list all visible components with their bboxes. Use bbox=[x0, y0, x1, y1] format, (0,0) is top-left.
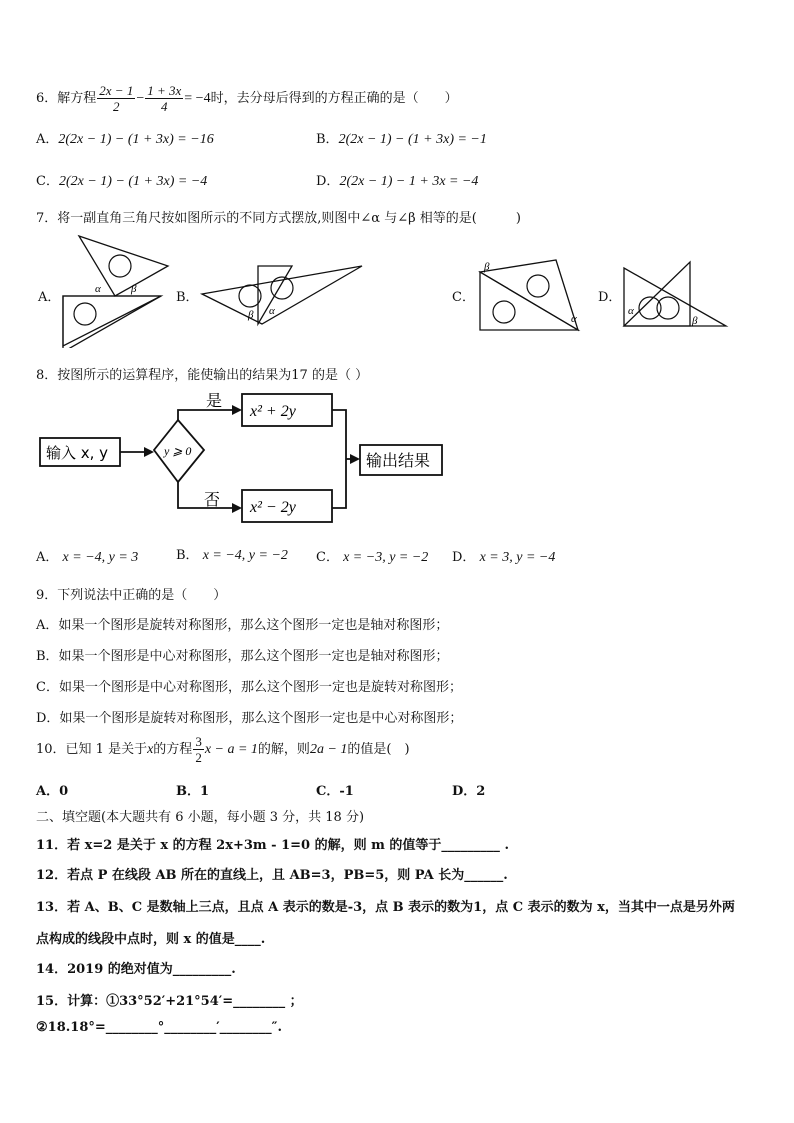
option-label: A． bbox=[36, 550, 59, 565]
q9-option-d: D．如果一个图形是旋转对称图形，那么这个图形一定也是中心对称图形； bbox=[36, 711, 463, 726]
q7-figure-b bbox=[198, 262, 368, 328]
beta-label: β bbox=[484, 261, 490, 273]
triangle-shape bbox=[63, 296, 161, 346]
alpha-label: α bbox=[269, 305, 275, 317]
q8-option-d bbox=[452, 546, 555, 566]
q6-frac2-denominator: 4 bbox=[161, 99, 168, 114]
q13-line-2: 点构成的线段中点时，则 x 的值是____. bbox=[36, 932, 266, 947]
beta-label: β bbox=[248, 309, 254, 321]
option-label: C． bbox=[36, 174, 59, 189]
section-heading: 二、填空题(本大题共有 6 小题，每小题 3 分，共 18 分) bbox=[36, 810, 365, 825]
condition-label: y ⩾ 0 bbox=[164, 444, 192, 458]
option-label: B． bbox=[316, 132, 339, 147]
q10-frac-numerator: 3 bbox=[195, 734, 202, 749]
q6-option-d bbox=[316, 170, 478, 190]
q10-fraction bbox=[193, 734, 204, 765]
q14: 14．2019 的绝对值为_________. bbox=[36, 962, 236, 977]
q8-flowchart bbox=[36, 388, 446, 528]
hole-circle bbox=[74, 303, 96, 325]
q10-stem-prefix: 10．已知 1 是关于 bbox=[36, 742, 148, 757]
q7-label-a: A． bbox=[38, 290, 61, 305]
option-text: 1 bbox=[200, 784, 210, 799]
q9-option-b: B．如果一个图形是中心对称图形，那么这个图形一定也是轴对称图形； bbox=[36, 649, 449, 664]
q6-frac1-denominator: 2 bbox=[113, 99, 120, 114]
q6-option-a bbox=[36, 128, 214, 148]
q10-equation: x − a = 1 bbox=[204, 742, 258, 757]
option-label: D． bbox=[452, 784, 477, 799]
no-label: 否 bbox=[204, 490, 221, 509]
option-label: D． bbox=[452, 550, 476, 565]
q8-option-a bbox=[36, 546, 138, 566]
q9-option-a: A．如果一个图形是旋转对称图形，那么这个图形一定也是轴对称图形； bbox=[36, 618, 449, 633]
q6-stem-suffix: 时，去分母后得到的方程正确的是（ ） bbox=[210, 91, 458, 106]
q13-line-1: 13．若 A、B、C 是数轴上三点，且点 A 表示的数是-3，点 B 表示的数为1，点 C 表示的数为 x，当其中一点是另外两 bbox=[36, 900, 735, 915]
option-label: A． bbox=[36, 784, 60, 799]
option-label: A． bbox=[36, 132, 59, 147]
option-text: x = −3, y = −2 bbox=[343, 550, 429, 565]
option-text: 0 bbox=[59, 784, 69, 799]
option-label: C． bbox=[316, 550, 339, 565]
q10-variable: x bbox=[147, 742, 154, 757]
option-text: x = −4, y = −2 bbox=[202, 548, 288, 563]
merge-connector bbox=[332, 410, 346, 508]
no-expression: x² − 2y bbox=[250, 499, 296, 516]
hole-circle bbox=[493, 301, 515, 323]
q11: 11．若 x=2 是关于 x 的方程 2x+3m - 1=0 的解，则 m 的值等于_________ . bbox=[36, 838, 509, 853]
alpha-label: α bbox=[571, 313, 577, 325]
option-text: 2(2x − 1) − (1 + 3x) = −1 bbox=[338, 132, 487, 147]
input-label: 输入 x, y bbox=[46, 444, 109, 462]
q10-stem-mid2: 的解，则 bbox=[257, 742, 310, 757]
q7-label-b: B． bbox=[176, 290, 199, 305]
arrow-head bbox=[144, 447, 154, 457]
alpha-label: α bbox=[95, 283, 101, 295]
arrow-head bbox=[232, 503, 242, 513]
hole-circle bbox=[527, 275, 549, 297]
hole-circle bbox=[109, 255, 131, 277]
q10-expression: 2a − 1 bbox=[309, 742, 348, 757]
option-label: C． bbox=[316, 784, 340, 799]
option-text: x = −4, y = 3 bbox=[62, 550, 139, 565]
option-text: 2(2x − 1) − (1 + 3x) = −16 bbox=[58, 132, 214, 147]
q7-figure-a bbox=[55, 228, 175, 348]
arrow-head bbox=[350, 454, 360, 464]
q10-stem-mid: 的方程 bbox=[153, 742, 193, 757]
hole-circle bbox=[657, 297, 679, 319]
triangle-shape bbox=[202, 266, 362, 324]
q10-option-a bbox=[36, 780, 68, 799]
beta-label: β bbox=[131, 283, 137, 295]
q6-option-c bbox=[36, 170, 207, 190]
arrow-head bbox=[232, 405, 242, 415]
alpha-label: α bbox=[628, 305, 634, 317]
q8-option-b bbox=[176, 544, 288, 564]
q15-line-2: ②18.18°=________°________′________″. bbox=[36, 1020, 283, 1035]
q10-option-d bbox=[452, 780, 485, 799]
q8-stem: 8．按图所示的运算程序，能使输出的结果为17 的是（ ） bbox=[36, 368, 369, 383]
q10-stem bbox=[36, 734, 410, 766]
q9-option-c: C．如果一个图形是中心对称图形，那么这个图形一定也是旋转对称图形； bbox=[36, 680, 462, 695]
beta-label: β bbox=[692, 315, 698, 327]
q8-option-c bbox=[316, 546, 428, 566]
option-text: 2(2x − 1) − (1 + 3x) = −4 bbox=[58, 174, 208, 189]
triangle-shape bbox=[258, 266, 292, 324]
q6-stem bbox=[36, 83, 458, 114]
q6-option-b bbox=[316, 128, 487, 148]
q10-option-c bbox=[316, 780, 354, 799]
q6-fraction-1 bbox=[97, 83, 135, 114]
q9-stem: 9．下列说法中正确的是（ ） bbox=[36, 588, 227, 603]
q7-figure-d bbox=[616, 258, 732, 330]
q6-frac1-numerator: 2x − 1 bbox=[99, 83, 134, 98]
triangle-shape bbox=[79, 236, 168, 296]
q6-fraction-2 bbox=[145, 83, 183, 114]
q6-frac2-numerator: 1 + 3x bbox=[147, 83, 182, 98]
q10-stem-suffix: 的值是( ) bbox=[347, 742, 410, 757]
yes-branch-line bbox=[178, 410, 234, 420]
option-text: -1 bbox=[339, 784, 354, 799]
option-label: B． bbox=[176, 784, 200, 799]
option-text: 2 bbox=[476, 784, 486, 799]
q6-stem-prefix: 6．解方程 bbox=[36, 91, 97, 106]
q10-option-b bbox=[176, 780, 209, 799]
q7-stem: 7．将一副直角三角尺按如图所示的不同方式摆放,则图中∠α 与∠β 相等的是( ) bbox=[36, 211, 521, 226]
yes-label: 是 bbox=[206, 391, 223, 410]
q10-frac-denominator: 2 bbox=[195, 750, 202, 765]
yes-expression: x² + 2y bbox=[250, 403, 296, 420]
option-text: 2(2x − 1) − 1 + 3x = −4 bbox=[339, 174, 479, 189]
option-label: B． bbox=[176, 548, 199, 563]
q7-label-c: C． bbox=[452, 290, 475, 305]
q6-minus: − bbox=[136, 91, 145, 106]
option-label: D． bbox=[316, 174, 340, 189]
output-label: 输出结果 bbox=[366, 451, 431, 470]
q6-rhs: = −4 bbox=[184, 91, 211, 106]
q12: 12．若点 P 在线段 AB 所在的直线上，且 AB=3，PB=5，则 PA 长为______. bbox=[36, 868, 508, 883]
q7-label-d: D． bbox=[598, 290, 622, 305]
q7-figure-c bbox=[474, 256, 586, 334]
q15-line-1: 15．计算：①33°52′+21°54′=________ ； bbox=[36, 994, 303, 1009]
option-text: x = 3, y = −4 bbox=[479, 550, 556, 565]
triangle-shape bbox=[480, 260, 578, 330]
